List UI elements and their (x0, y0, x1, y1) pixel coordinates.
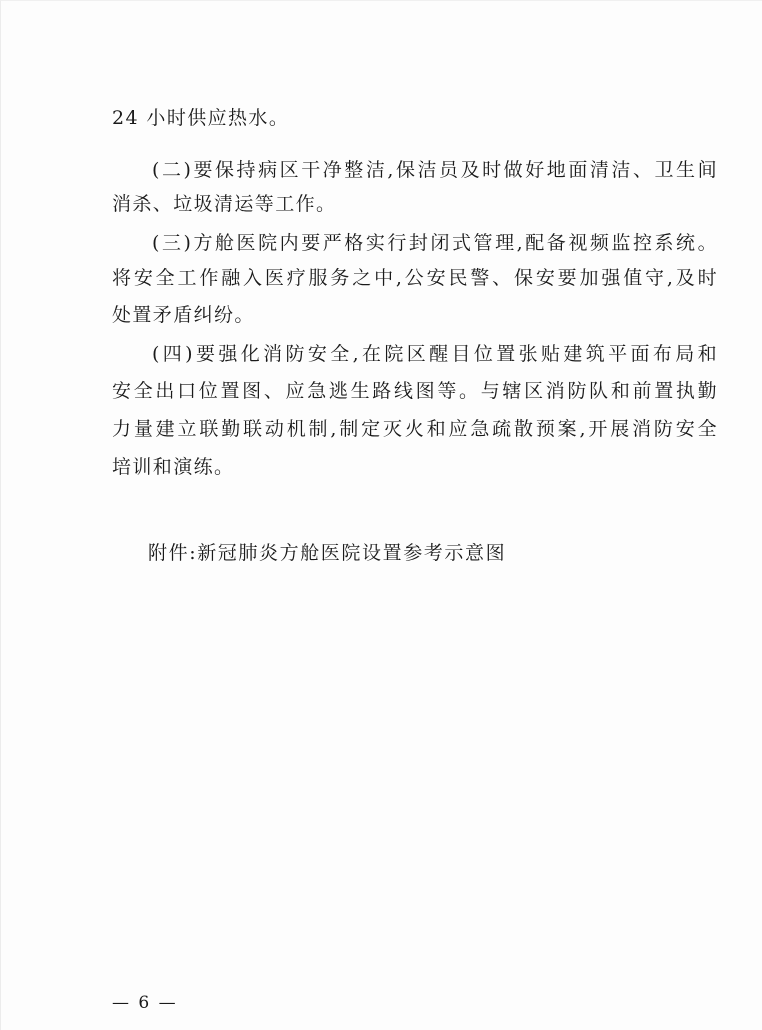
paragraph-3-line-3: 处置矛盾纠纷。 (112, 304, 255, 326)
paragraph-1-line-1: 24 小时供应热水。 (112, 107, 290, 129)
paragraph-3-line-1: (三)方舱医院内要严格实行封闭式管理,配备视频监控系统。 (152, 232, 718, 254)
paragraph-2-line-1: (二)要保持病区干净整洁,保洁员及时做好地面清洁、卫生间 (152, 159, 718, 181)
paragraph-3-line-2: 将安全工作融入医疗服务之中,公安民警、保安要加强值守,及时 (112, 267, 718, 289)
paragraph-4-line-3: 力量建立联勤联动机制,制定灭火和应急疏散预案,开展消防安全 (112, 418, 718, 440)
paragraph-4-line-2: 安全出口位置图、应急逃生路线图等。与辖区消防队和前置执勤 (112, 380, 718, 402)
paragraph-4-line-4: 培训和演练。 (112, 456, 235, 478)
paragraph-4-line-1: (四)要强化消防安全,在院区醒目位置张贴建筑平面布局和 (152, 343, 718, 365)
page-number: — 6 — (112, 993, 178, 1013)
attachment-note: 附件:新冠肺炎方舱医院设置参考示意图 (148, 542, 507, 564)
paragraph-2-line-2: 消杀、垃圾清运等工作。 (112, 193, 337, 215)
